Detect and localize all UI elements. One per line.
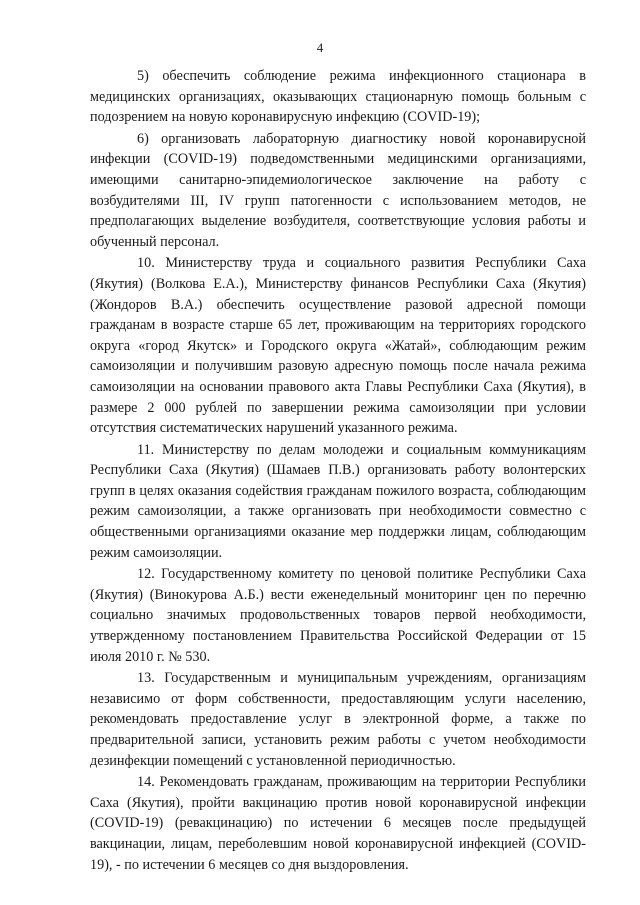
paragraph-clause-11: 11. Министерству по делам молодежи и социальным коммуникациям Республики Саха (Якутия) (Шамаев П.В.) организовать работу волонтерских групп в целях оказания содействия гражданам пожилого возраста, соблюдающим режим самоизоляции, а также организовать при необходимости совместно с общественными организациями оказание мер поддержки лицам, соблюдающим режим самоизоляции. [90,441,586,561]
paragraph-item-6: 6) организовать лабораторную диагностику новой коронавирусной инфекции (COVID-19) подведомственными медицинскими организациями, имеющими санитарно-эпидемиологическое заключение на работу с возбудителями III, IV групп патогенности с использованием методов, не предполагающих выделение возбудителя, соответствующие условия работы и обученный персонал. [90,130,586,250]
page-number: 4 [316,40,324,55]
paragraph-clause-12: 12. Государственному комитету по ценовой политике Республики Саха (Якутия) (Винокурова А.Б.) вести еженедельный мониторинг цен по перечню социально значимых продовольственных товаров первой необходимости, утвержденному постановлением Правительства Российской Федерации от 15 июля 2010 г. № 530. [90,566,586,665]
paragraph-clause-13: 13. Государственным и муниципальным учреждениям, организациям независимо от форм собственности, предоставляющим услуги населению, рекомендовать предоставление услуг в электронной форме, а также по предварительной записи, установить режим работы с учетом необходимости дезинфекции помещений с установленной периодичностью. [90,670,586,769]
paragraph-clause-14: 14. Рекомендовать гражданам, проживающим на территории Республики Саха (Якутия), пройти вакцинацию против новой коронавирусной инфекции (COVID-19) (ревакцинацию) по истечении 6 месяцев после предыдущей вакцинации, лицам, переболевшим новой коронавирусной инфекцией (COVID-19), - по истечении 6 месяцев со дня выздоровления. [90,774,586,873]
paragraph-item-5: 5) обеспечить соблюдение режима инфекционного стационара в медицинских организациях, оказывающих стационарную помощь больным с подозрением на новую коронавирусную инфекцию (COVID-19); [90,68,586,126]
paragraph-clause-10: 10. Министерству труда и социального развития Республики Саха (Якутия) (Волкова Е.А.), Министерству финансов Республики Саха (Якутия) (Жондоров В.А.) обеспечить осуществление разовой адресной помощи гражданам в возрасте старше 65 лет, проживающим на территориях городского округа «город Якутск» и Городского округа «Жатай», соблюдающим режим самоизоляции и получившим разовую адресную помощь после начала режима самоизоляции на основании правового акта Главы Республики Саха (Якутия), в размере 2 000 рублей по завершении режима самоизоляции при условии отсутствия систематических нарушений указанного режима. [90,255,586,437]
document-body [90,66,586,876]
